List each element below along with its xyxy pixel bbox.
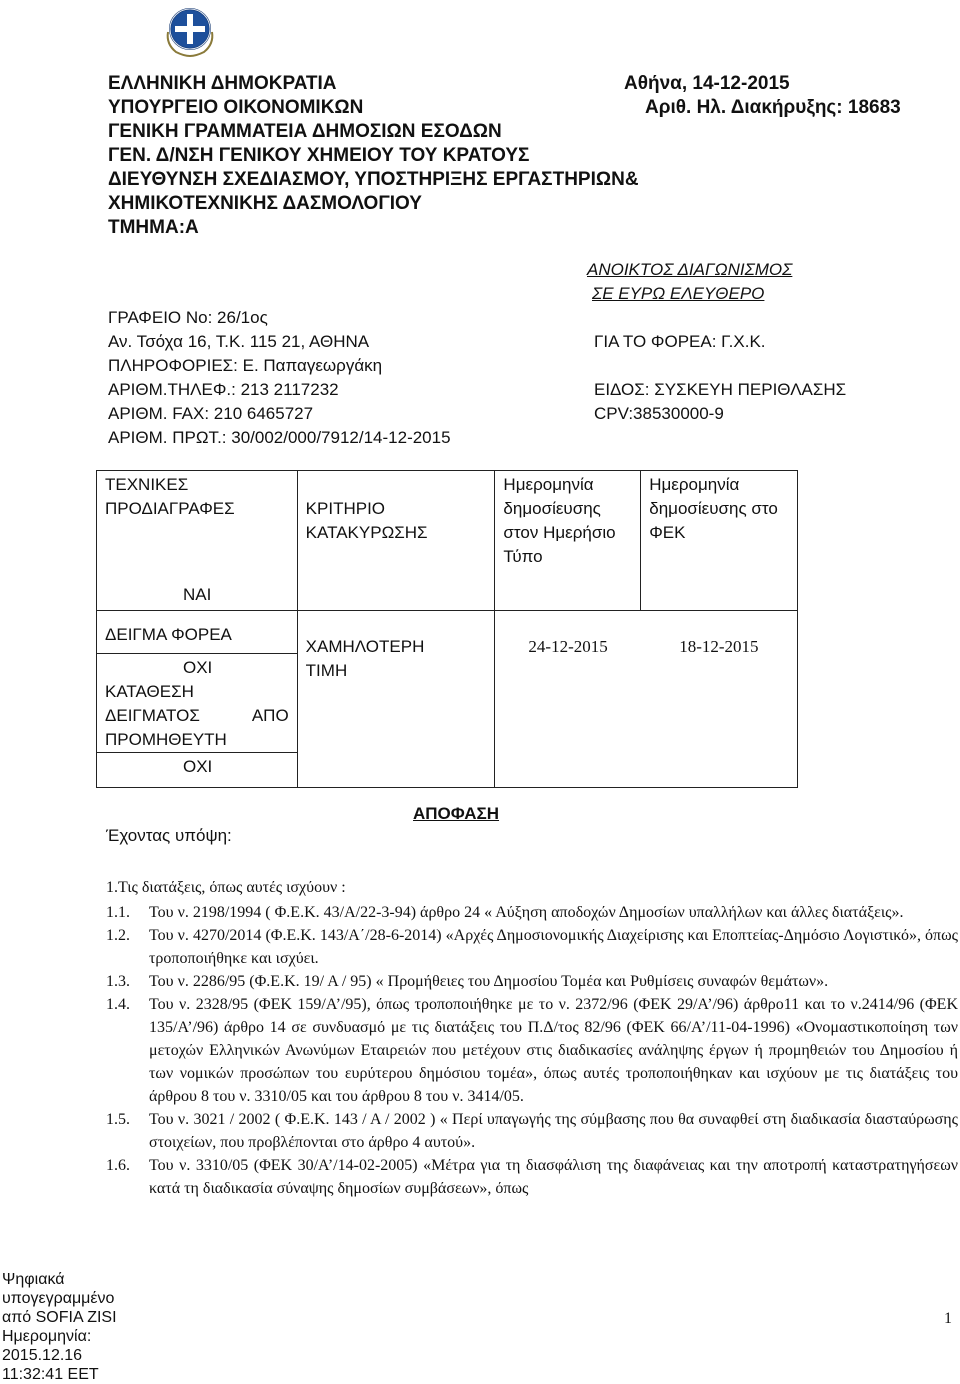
header-directorate: ΔΙΕΥΘΥΝΣΗ ΣΧΕΔΙΑΣΜΟΥ, ΥΠΟΣΤΗΡΙΞΗΣ ΕΡΓΑΣΤΗΡΙΩΝ& bbox=[108, 169, 639, 190]
tender-title-line2: ΣΕ ΕΥΡΩ ΕΛΕΥΘΕΡΟ bbox=[592, 284, 765, 303]
digital-signature-stamp: Ψηφιακά υπογεγραμμένο από SOFIA ZISI Ημερομηνία: 2015.12.16 11:32:41 EET bbox=[2, 1271, 117, 1383]
tech-specs-value: ΝΑΙ bbox=[183, 585, 212, 604]
deposit-label: ΚΑΤΑΘΕΣΗ ΔΕΙΓΜΑΤΟΣ ΑΠΟ ΠΡΟΜΗΘΕΥΤΗ bbox=[105, 682, 289, 749]
provision-item: 1.6. Του ν. 3310/05 (ΦΕΚ 30/Α’/14-02-2005) «Μέτρα για τη διασφάλιση της διαφάνειας και την αποτροπή καταστρατηγήσεων κατά τη διαδικασία σύναψης δημοσίων συμβάσεων», όπως bbox=[106, 1157, 958, 1197]
header-ministry: ΥΠΟΥΡΓΕΙΟ ΟΙΚΟΝΟΜΙΚΩΝ bbox=[108, 97, 364, 118]
provision-item: 1.3. Του ν. 2286/95 (Φ.Ε.Κ. 19/ Α / 95) « Προμήθειες του Δημοσίου Τομέα και Ρυθμίσεις συναφών θεμάτων». bbox=[106, 973, 829, 990]
tech-specs-label: ΤΕΧΝΙΚΕΣ ΠΡΟΔΙΑΓΡΑΦΕΣ bbox=[105, 475, 235, 518]
deposit-value: ΟΧΙ bbox=[97, 752, 297, 787]
legal-provisions bbox=[106, 876, 958, 1200]
sample-label: ΔΕΙΓΜΑ ΦΟΡΕΑ bbox=[105, 625, 232, 644]
sample-value: ΟΧΙ bbox=[97, 653, 297, 680]
decision-title: ΑΠΟΦΑΣΗ bbox=[413, 804, 500, 823]
sample-cell bbox=[97, 611, 298, 788]
fek-date-label: Ημερομηνία δημοσίευσης στο ΦΕΚ bbox=[641, 471, 798, 611]
criterion-value: ΧΑΜΗΛΟΤΕΡΗ ΤΙΜΗ bbox=[297, 611, 495, 788]
fek-date-value: 18-12-2015 bbox=[641, 611, 798, 788]
tender-title-line1: ΑΝΟΙΚΤΟΣ ΔΙΑΓΩΝΙΣΜΟΣ bbox=[587, 260, 793, 279]
tender-body: ΓΙΑ ΤΟ ΦΟΡΕΑ: Γ.Χ.Κ. bbox=[594, 332, 766, 351]
office-address: Αν. Τσόχα 16, Τ.Κ. 115 21, ΑΘΗΝΑ bbox=[108, 332, 370, 351]
header-secretariat: ΓΕΝΙΚΗ ΓΡΑΜΜΑΤΕΙΑ ΔΗΜΟΣΙΩΝ ΕΣΟΔΩΝ bbox=[108, 121, 502, 142]
header-country: ΕΛΛΗΝΙΚΗ ΔΗΜΟΚΡΑΤΙΑ bbox=[108, 73, 337, 94]
provision-item: 1.1. Του ν. 2198/1994 ( Φ.Ε.Κ. 43/Α/22-3-94) άρθρο 24 « Αύξηση αποδοχών Δημοσίων υπαλλήλων και άλλες διατάξεις». bbox=[106, 904, 904, 921]
office-phone: ΑΡΙΘΜ.ΤΗΛΕΦ.: 213 2117232 bbox=[108, 380, 339, 399]
office-fax: ΑΡΙΘΜ. FAX: 210 6465727 bbox=[108, 404, 314, 423]
tender-cpv-code: CPV:38530000-9 bbox=[594, 404, 724, 423]
press-date-value: 24-12-2015 bbox=[495, 611, 641, 788]
provision-item: 1.4. Του ν. 2328/95 (ΦΕΚ 159/Α’/95), όπως τροποποιήθηκε με το ν. 2372/96 (ΦΕΚ 29/Α’/96) άρθρο11 και το ν.2414/96 (ΦΕΚ 135/Α’/96) άρθρο 14 σε συνδυασμό με τις διατάξεις του Π.Δ/τος 82/96 (ΦΕΚ 66/Α’/11-04-1996) «Ονομαστικοποίηση των μετοχών Ελληνικών Ανωνύμων Εταιρειών που μετέχουν στις διαδικασίες ανάληψης έργων ή προμηθειών του Δημοσίου ή των νομικών προσώπων του ευρύτερου δημόσιου τομέα», όπως αυτές τροποποιήθηκαν και ισχύουν με τις διατάξεις του άρθρου 8 του ν. 3310/05 και του άρθρου 8 του ν. 3414/05. bbox=[106, 996, 958, 1105]
header-declaration-number: Αριθ. Ηλ. Διακήρυξης: 18683 bbox=[645, 97, 901, 118]
protocol-number: ΑΡΙΘΜ. ΠΡΩΤ.: 30/002/000/7912/14-12-2015 bbox=[108, 428, 451, 447]
greek-coat-of-arms-emblem bbox=[162, 2, 218, 58]
office-number: ΓΡΑΦΕΙΟ Νο: 26/1ος bbox=[108, 308, 268, 327]
provisions-intro: 1.Τις διατάξεις, όπως αυτές ισχύουν : bbox=[106, 879, 346, 896]
page-number: 1 bbox=[944, 1310, 952, 1327]
header-date: Αθήνα, 14-12-2015 bbox=[624, 73, 790, 94]
tender-specs-table bbox=[96, 470, 798, 788]
header-directorate-general: ΓΕΝ. Δ/ΝΣΗ ΓΕΝΙΚΟΥ ΧΗΜΕΙΟΥ ΤΟΥ ΚΡΑΤΟΥΣ bbox=[108, 145, 530, 166]
tech-specs-cell bbox=[97, 471, 298, 611]
tender-item-type: ΕΙΔΟΣ: ΣΥΣΚΕΥΗ ΠΕΡΙΘΛΑΣΗΣ bbox=[594, 380, 847, 399]
provision-item: 1.2. Του ν. 4270/2014 (Φ.Ε.Κ. 143/Α΄/28-6-2014) «Αρχές Δημοσιονομικής Διαχείρισης και Εποπτείας-Δημόσιο Λογιστικό», όπως τροποποιήθηκε και ισχύει. bbox=[106, 927, 958, 967]
provision-item: 1.5. Του ν. 3021 / 2002 ( Φ.Ε.Κ. 143 / Α / 2002 ) « Περί υπαγωγής της σύμβασης που θα συναφθεί στη διαδικασία διασταύρωσης στοιχείων, που προβλέπονται στο άρθρο 4 αυτού». bbox=[106, 1111, 958, 1151]
header-department: ΤΜΗΜΑ:Α bbox=[108, 217, 199, 238]
press-date-label: Ημερομηνία δημοσίευσης στον Ημερήσιο Τύπο bbox=[495, 471, 641, 611]
office-contact: ΠΛΗΡΟΦΟΡΙΕΣ: Ε. Παπαγεωργάκη bbox=[108, 356, 383, 375]
criterion-label: ΚΡΙΤΗΡΙΟ ΚΑΤΑΚΥΡΩΣΗΣ bbox=[297, 471, 495, 611]
header-issuer-block bbox=[108, 72, 639, 240]
considering-label: Έχοντας υπόψη: bbox=[106, 826, 232, 845]
header-directorate-cont: ΧΗΜΙΚΟΤΕΧΝΙΚΗΣ ΔΑΣΜΟΛΟΓΙΟΥ bbox=[108, 193, 422, 214]
